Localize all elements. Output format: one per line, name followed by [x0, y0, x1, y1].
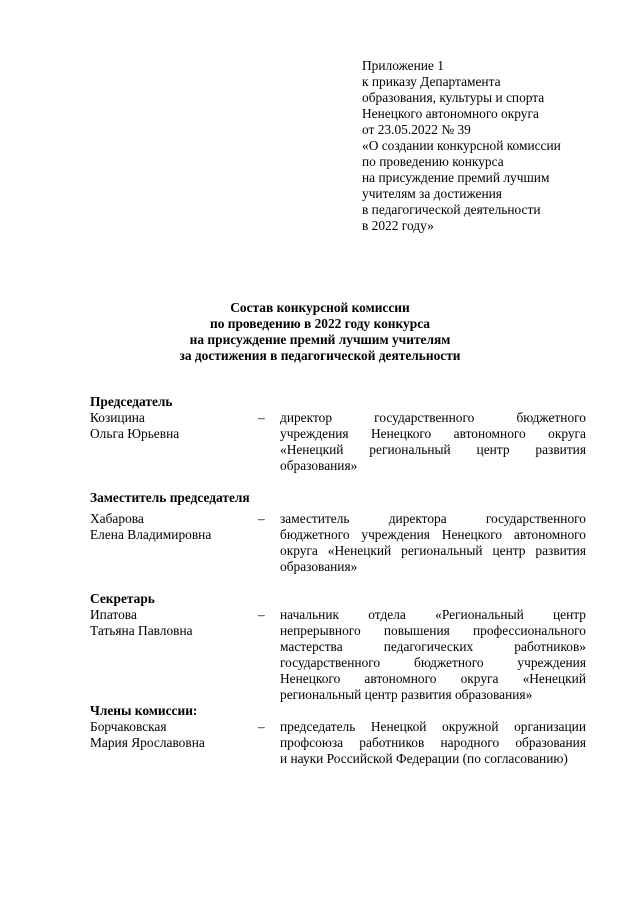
appendix-line: в педагогической деятельности: [362, 202, 541, 217]
dash-separator: –: [258, 410, 265, 425]
role-line: «Ненецкий региональный центр развития: [280, 442, 586, 457]
dash-separator: –: [258, 511, 265, 526]
document-title: [60, 300, 580, 364]
appendix-line: к приказу Департамента: [362, 74, 501, 89]
role-line: мастерства педагогических работников»: [280, 639, 586, 654]
member-given-names: Татьяна Павловна: [90, 623, 193, 638]
member-given-names: Мария Ярославовна: [90, 735, 205, 750]
role-line: профсоюза работников народного образования: [280, 735, 586, 750]
member-name: [90, 410, 260, 442]
section-heading-secretary: Секретарь: [90, 591, 155, 606]
member-name: [90, 719, 260, 751]
appendix-line: в 2022 году»: [362, 218, 434, 233]
role-line: образования»: [280, 559, 358, 574]
role-line: председатель Ненецкой окружной организации: [280, 719, 586, 734]
member-surname: Ипатова: [90, 607, 137, 622]
role-line: бюджетного учреждения Ненецкого автономного: [280, 527, 586, 542]
appendix-header: [362, 58, 622, 234]
role-line: региональный центр развития образования»: [280, 687, 533, 702]
member-surname: Козицина: [90, 410, 145, 425]
role-line: и науки Российской Федерации (по согласованию): [280, 751, 568, 766]
role-line: начальник отдела «Региональный центр: [280, 607, 586, 622]
role-line: непрерывного повышения профессионального: [280, 623, 586, 638]
section-heading-chair: Председатель: [90, 394, 173, 409]
member-role: [280, 719, 586, 767]
role-line: заместитель директора государственного: [280, 511, 586, 526]
role-line: директор государственного бюджетного: [280, 410, 586, 425]
member-role: [280, 410, 586, 474]
role-line: образования»: [280, 458, 358, 473]
member-given-names: Елена Владимировна: [90, 527, 212, 542]
section-heading-members: Члены комиссии:: [90, 703, 198, 718]
member-name: [90, 511, 260, 543]
member-surname: Борчаковская: [90, 719, 167, 734]
section-heading-deputy: Заместитель председателя: [90, 490, 250, 505]
title-line: на присуждение премий лучшим учителям: [189, 332, 451, 347]
title-line: по проведению в 2022 году конкурса: [209, 316, 430, 331]
member-name: [90, 607, 260, 639]
appendix-line: на присуждение премий лучшим: [362, 170, 550, 185]
appendix-line: «О создании конкурсной комиссии: [362, 138, 561, 153]
appendix-line: Приложение 1: [362, 58, 444, 73]
member-role: [280, 511, 586, 575]
member-role: [280, 607, 586, 703]
dash-separator: –: [258, 719, 265, 734]
member-surname: Хабарова: [90, 511, 144, 526]
title-line: Состав конкурсной комиссии: [230, 300, 410, 315]
role-line: округа «Ненецкий региональный центр развития: [280, 543, 586, 558]
appendix-line: образования, культуры и спорта: [362, 90, 545, 105]
appendix-line: Ненецкого автономного округа: [362, 106, 539, 121]
title-line: за достижения в педагогической деятельности: [179, 348, 461, 363]
appendix-line: учителям за достижения: [362, 186, 502, 201]
role-line: Ненецкого автономного округа «Ненецкий: [280, 671, 586, 686]
role-line: учреждения Ненецкого автономного округа: [280, 426, 586, 441]
role-line: государственного бюджетного учреждения: [280, 655, 586, 670]
dash-separator: –: [258, 607, 265, 622]
appendix-line: от 23.05.2022 № 39: [362, 122, 471, 137]
member-given-names: Ольга Юрьевна: [90, 426, 180, 441]
appendix-line: по проведению конкурса: [362, 154, 504, 169]
